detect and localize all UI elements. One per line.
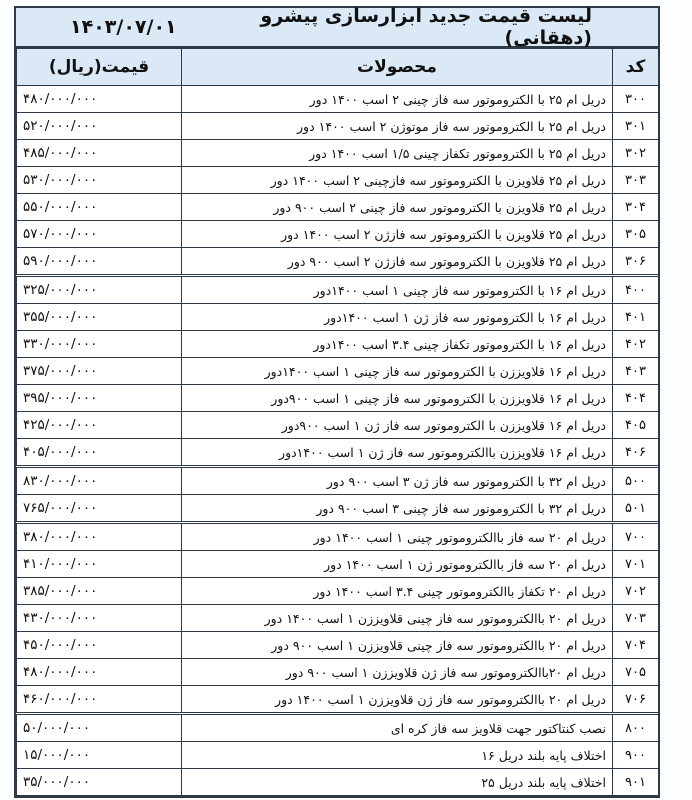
table-row <box>17 769 659 796</box>
product-column-header: محصولات <box>182 49 613 86</box>
code-cell: ۵۰۰ <box>613 467 659 495</box>
product-cell: دریل ام ۲۰ باالکتروموتور سه فاز چینی قلاویززن ۱ اسب ۹۰۰ دور <box>182 632 613 659</box>
price-cell: ۳۹۵/۰۰۰/۰۰۰ <box>17 385 182 412</box>
code-cell: ۴۰۱ <box>613 304 659 331</box>
price-cell: ۴۱۰/۰۰۰/۰۰۰ <box>17 551 182 578</box>
table-body <box>17 86 659 796</box>
table-row <box>17 86 659 113</box>
product-cell: دریل ام ۲۰ باالکتروموتور سه فاز ژن قلاویززن ۱ اسب ۱۴۰۰ دور <box>182 686 613 714</box>
product-cell: دریل ام ۱۶ با الکتروموتور سه فاز ژن ۱ اسب ۱۴۰۰دور <box>182 304 613 331</box>
product-cell: دریل ام ۲۰باالکتروموتور سه فاز ژن قلاویززن ۱ اسب ۹۰۰ دور <box>182 659 613 686</box>
product-cell: دریل ام ۲۵ قلاویزن با الکتروموتور سه فازژن ۲ اسب ۱۴۰۰ دور <box>182 221 613 248</box>
code-cell: ۷۰۴ <box>613 632 659 659</box>
code-cell: ۳۰۵ <box>613 221 659 248</box>
table-row <box>17 686 659 714</box>
code-cell: ۷۰۲ <box>613 578 659 605</box>
price-cell: ۴۶۰/۰۰۰/۰۰۰ <box>17 686 182 714</box>
table-row <box>17 605 659 632</box>
table-row <box>17 578 659 605</box>
product-cell: دریل ام ۲۰ تکفاز باالکتروموتور چینی ۳.۴ اسب ۱۴۰۰ دور <box>182 578 613 605</box>
code-cell: ۸۰۰ <box>613 714 659 742</box>
price-cell: ۳۲۵/۰۰۰/۰۰۰ <box>17 276 182 304</box>
product-cell: دریل ام ۲۵ قلاویزن با الکتروموتور سه فازچینی ۲ اسب ۱۴۰۰ دور <box>182 167 613 194</box>
product-cell: دریل ام ۲۰ باالکتروموتور سه فاز چینی قلاویززن ۱ اسب ۱۴۰۰ دور <box>182 605 613 632</box>
code-cell: ۳۰۶ <box>613 248 659 276</box>
product-cell: دریل ام ۲۵ با الکتروموتور سه فاز چینی ۲ اسب ۱۴۰۰ دور <box>182 86 613 113</box>
code-cell: ۳۰۱ <box>613 113 659 140</box>
code-cell: ۷۰۰ <box>613 523 659 551</box>
product-cell: دریل ام ۱۶ با الکتروموتور سه فاز چینی ۱ اسب ۱۴۰۰دور <box>182 276 613 304</box>
table-row <box>17 467 659 495</box>
code-cell: ۴۰۲ <box>613 331 659 358</box>
price-cell: ۳۷۵/۰۰۰/۰۰۰ <box>17 358 182 385</box>
price-table <box>16 48 659 796</box>
price-cell: ۳۳۰/۰۰۰/۰۰۰ <box>17 331 182 358</box>
price-cell: ۳۸۵/۰۰۰/۰۰۰ <box>17 578 182 605</box>
product-cell: دریل ام ۳۲ با الکتروموتور سه فاز ژن ۳ اسب ۹۰۰ دور <box>182 467 613 495</box>
table-row <box>17 304 659 331</box>
table-row <box>17 113 659 140</box>
product-cell: دریل ام ۲۵ قلاویزن با الکتروموتور سه فاز چینی ۲ اسب ۹۰۰ دور <box>182 194 613 221</box>
price-cell: ۴۸۰/۰۰۰/۰۰۰ <box>17 86 182 113</box>
table-row <box>17 276 659 304</box>
table-row <box>17 385 659 412</box>
title-bar <box>16 5 658 49</box>
code-cell: ۳۰۳ <box>613 167 659 194</box>
table-row <box>17 495 659 523</box>
code-cell: ۹۰۱ <box>613 769 659 796</box>
table-row <box>17 140 659 167</box>
product-cell: دریل ام ۲۵ قلاویزن با الکتروموتور سه فازژن ۲ اسب ۹۰۰ دور <box>182 248 613 276</box>
price-cell: ۵۳۰/۰۰۰/۰۰۰ <box>17 167 182 194</box>
price-column-header: قیمت(ریال) <box>17 49 182 86</box>
price-cell: ۵۲۰/۰۰۰/۰۰۰ <box>17 113 182 140</box>
price-cell: ۴۳۰/۰۰۰/۰۰۰ <box>17 605 182 632</box>
price-cell: ۴۰۵/۰۰۰/۰۰۰ <box>17 439 182 467</box>
price-cell: ۴۵۰/۰۰۰/۰۰۰ <box>17 632 182 659</box>
price-cell: ۵۰/۰۰۰/۰۰۰ <box>17 714 182 742</box>
table-row <box>17 248 659 276</box>
price-cell: ۱۵/۰۰۰/۰۰۰ <box>17 742 182 769</box>
price-cell: ۴۸۰/۰۰۰/۰۰۰ <box>17 659 182 686</box>
product-cell: نصب کنتاکتور جهت قلاویز سه فاز کره ای <box>182 714 613 742</box>
code-cell: ۴۰۳ <box>613 358 659 385</box>
code-cell: ۷۰۱ <box>613 551 659 578</box>
table-row <box>17 523 659 551</box>
code-cell: ۳۰۴ <box>613 194 659 221</box>
code-cell: ۷۰۳ <box>613 605 659 632</box>
product-cell: دریل ام ۱۶ قلاویززن با الکتروموتور سه فاز چینی ۱ اسب ۹۰۰دور <box>182 385 613 412</box>
code-cell: ۷۰۵ <box>613 659 659 686</box>
price-cell: ۵۵۰/۰۰۰/۰۰۰ <box>17 194 182 221</box>
product-cell: اختلاف پایه بلند دریل ۱۶ <box>182 742 613 769</box>
code-cell: ۵۰۱ <box>613 495 659 523</box>
code-cell: ۴۰۴ <box>613 385 659 412</box>
product-cell: دریل ام ۱۶ قلاویززن با الکتروموتور سه فاز چینی ۱ اسب ۱۴۰۰دور <box>182 358 613 385</box>
price-list-sheet <box>14 6 660 798</box>
price-cell: ۳۵۵/۰۰۰/۰۰۰ <box>17 304 182 331</box>
price-cell: ۳۵/۰۰۰/۰۰۰ <box>17 769 182 796</box>
product-cell: دریل ام ۱۶ با الکتروموتور تکفاز چینی ۳.۴ اسب ۱۴۰۰دور <box>182 331 613 358</box>
code-cell: ۹۰۰ <box>613 742 659 769</box>
document-date: ۱۴۰۳/۰۷/۰۱ <box>70 16 177 38</box>
price-cell: ۷۶۵/۰۰۰/۰۰۰ <box>17 495 182 523</box>
table-row <box>17 439 659 467</box>
table-row <box>17 714 659 742</box>
table-row <box>17 221 659 248</box>
product-cell: دریل ام ۲۵ با الکتروموتور سه فاز موتوژن ۲ اسب ۱۴۰۰ دور <box>182 113 613 140</box>
table-row <box>17 551 659 578</box>
table-row <box>17 358 659 385</box>
table-row <box>17 331 659 358</box>
table-row <box>17 742 659 769</box>
product-cell: دریل ام ۲۵ با الکتروموتور تکفاز چینی ۱/۵ اسب ۱۴۰۰ دور <box>182 140 613 167</box>
table-row <box>17 412 659 439</box>
table-row <box>17 194 659 221</box>
code-cell: ۴۰۰ <box>613 276 659 304</box>
document-title: لیست قیمت جدید ابزارسازی پیشرو (دهقانی) <box>260 5 592 49</box>
product-cell: اختلاف پایه بلند دریل ۲۵ <box>182 769 613 796</box>
product-cell: دریل ام ۱۶ قلاویززن باالکتروموتور سه فاز ژن ۱ اسب ۱۴۰۰دور <box>182 439 613 467</box>
table-row <box>17 632 659 659</box>
code-cell: ۷۰۶ <box>613 686 659 714</box>
product-cell: دریل ام ۳۲ با الکتروموتور سه فاز چینی ۳ اسب ۹۰۰ دور <box>182 495 613 523</box>
price-cell: ۳۸۰/۰۰۰/۰۰۰ <box>17 523 182 551</box>
code-cell: ۴۰۵ <box>613 412 659 439</box>
product-cell: دریل ام ۱۶ قلاویززن با الکتروموتور سه فاز ژن ۱ اسب ۹۰۰دور <box>182 412 613 439</box>
table-header-row <box>17 49 659 86</box>
code-column-header: کد <box>613 49 659 86</box>
table-row <box>17 659 659 686</box>
price-cell: ۴۲۵/۰۰۰/۰۰۰ <box>17 412 182 439</box>
price-cell: ۵۷۰/۰۰۰/۰۰۰ <box>17 221 182 248</box>
table-row <box>17 167 659 194</box>
price-cell: ۸۳۰/۰۰۰/۰۰۰ <box>17 467 182 495</box>
price-cell: ۵۹۰/۰۰۰/۰۰۰ <box>17 248 182 276</box>
product-cell: دریل ام ۲۰ سه فاز باالکتروموتور ژن ۱ اسب ۱۴۰۰ دور <box>182 551 613 578</box>
code-cell: ۳۰۲ <box>613 140 659 167</box>
code-cell: ۳۰۰ <box>613 86 659 113</box>
code-cell: ۴۰۶ <box>613 439 659 467</box>
price-cell: ۴۸۵/۰۰۰/۰۰۰ <box>17 140 182 167</box>
product-cell: دریل ام ۲۰ سه فاز باالکتروموتور چینی ۱ اسب ۱۴۰۰ دور <box>182 523 613 551</box>
